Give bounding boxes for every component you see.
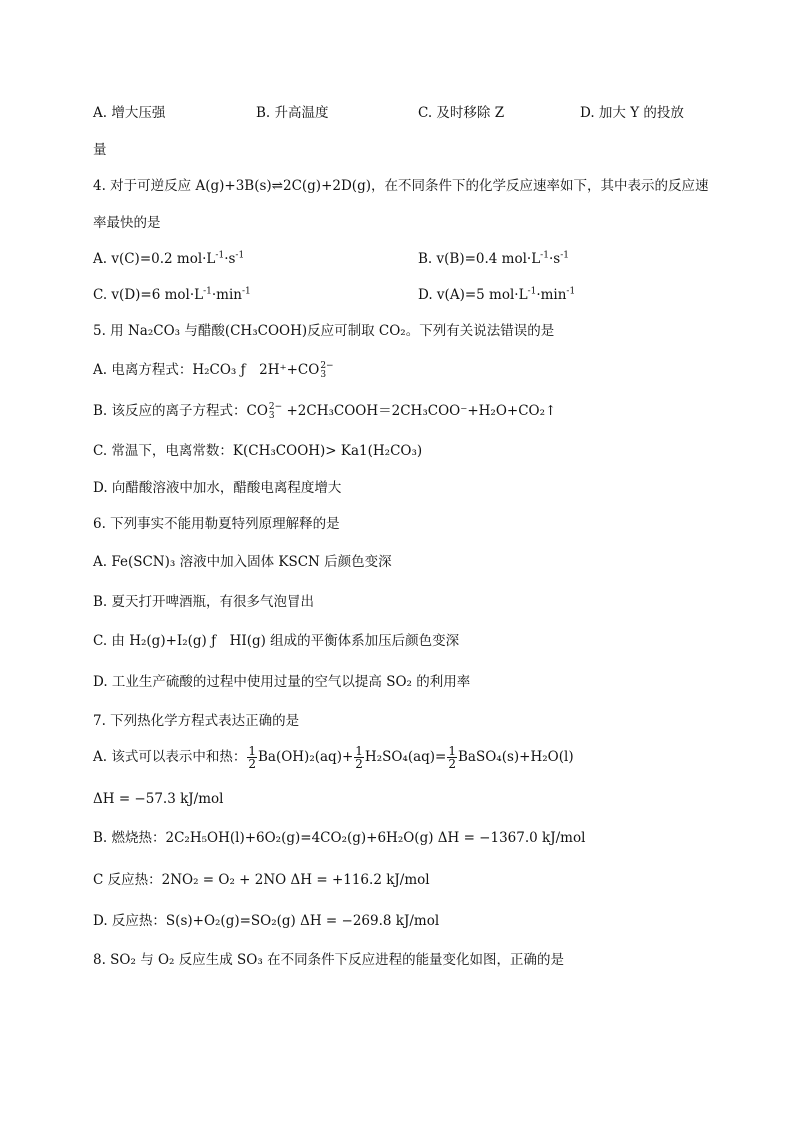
- q6-option-c: C. 由 H₂(g)+I₂(g) ƒ HI(g) 组成的平衡体系加压后颜色变深: [93, 633, 460, 649]
- fraction-half: $\frac{1}{2}$: [448, 744, 457, 771]
- q6-option-d: D. 工业生产硫酸的过程中使用过量的空气以提高 SO₂ 的利用率: [93, 674, 471, 690]
- q3-option-d: D. 加大 Y 的投放: [580, 105, 684, 121]
- q4-option-a: A. v(C)=0.2 $mol\cdot L^{-1}\cdot s^{-1}$: [93, 250, 245, 267]
- q5-option-a: A. 电离方程式：H₂CO₃ ƒ 2H⁺+CO 2− 3: [93, 360, 334, 380]
- q7-option-b: B. 燃烧热：2C₂H₅OH(l)+6O₂(g)=4CO₂(g)+6H₂O(g) ΔH = −1367.0 kJ/mol: [93, 830, 586, 846]
- q3-option-a: A. 增大压强: [93, 105, 166, 121]
- q4-option-c: C. v(D)=6 $mol\cdot L^{-1}\cdot\min^{-1}$: [93, 286, 251, 303]
- q7-option-a-dh: ΔH = −57.3 kJ/mol: [93, 791, 224, 807]
- q3-option-b: B. 升高温度: [256, 105, 329, 121]
- q5-stem: 5. 用 Na₂CO₃ 与醋酸(CH₃COOH)反应可制取 CO₂。下列有关说法错误的是: [93, 323, 555, 339]
- carbonate-charge: 2− 3: [268, 401, 283, 421]
- q4-option-d: D. v(A)=5 $mol\cdot L^{-1}\cdot\min^{-1}$: [418, 286, 576, 303]
- q5-option-c: C. 常温下，电离常数：K(CH₃COOH)> Ka1(H₂CO₃): [93, 443, 423, 459]
- q4-stem-line2: 率最快的是: [93, 215, 161, 231]
- carbonate-charge: 2− 3: [320, 360, 334, 380]
- fraction-half: $\frac{1}{2}$: [355, 744, 363, 771]
- q4-option-b: B. v(B)=0.4 $mol\cdot L^{-1}\cdot s^{-1}$: [418, 250, 569, 267]
- q7-option-d: D. 反应热：S(s)+O₂(g)=SO₂(g) ΔH = −269.8 kJ/mol: [93, 913, 440, 929]
- q7-option-c: C 反应热：2NO₂ = O₂ + 2NO ΔH = +116.2 kJ/mol: [93, 872, 430, 888]
- q7-stem: 7. 下列热化学方程式表达正确的是: [93, 713, 300, 729]
- q6-stem: 6. 下列事实不能用勒夏特列原理解释的是: [93, 516, 340, 532]
- q3-option-d-wrap: 量: [93, 142, 107, 158]
- q6-option-b: B. 夏天打开啤酒瓶，有很多气泡冒出: [93, 594, 315, 610]
- fraction-half: $\frac{1}{2}$: [248, 744, 256, 771]
- q4-stem-line1: 4. 对于可逆反应 A(g)+3B(s)⇌2C(g)+2D(g)，在不同条件下的化学反应速率如下，其中表示的反应速: [93, 178, 709, 194]
- q7-option-a: A. 该式可以表示中和热： $\frac{1}{2}$ Ba(OH)₂(aq)+ $\frac{1}{2}$ H₂SO₄(aq)= $\frac{1}{2}$ BaSO₄(s)+H₂O(l): [93, 744, 574, 771]
- q5-option-d: D. 向醋酸溶液中加水，醋酸电离程度增大: [93, 480, 342, 496]
- q5-option-b: B. 该反应的离子方程式：CO 2− 3 +2CH₃COOH＝2CH₃COO⁻+H₂O+CO₂↑: [93, 401, 557, 421]
- q8-stem: 8. SO₂ 与 O₂ 反应生成 SO₃ 在不同条件下反应进程的能量变化如图，正确的是: [93, 952, 565, 968]
- q6-option-a: A. Fe(SCN)₃ 溶液中加入固体 KSCN 后颜色变深: [93, 554, 392, 570]
- q3-option-c: C. 及时移除 Z: [418, 105, 505, 121]
